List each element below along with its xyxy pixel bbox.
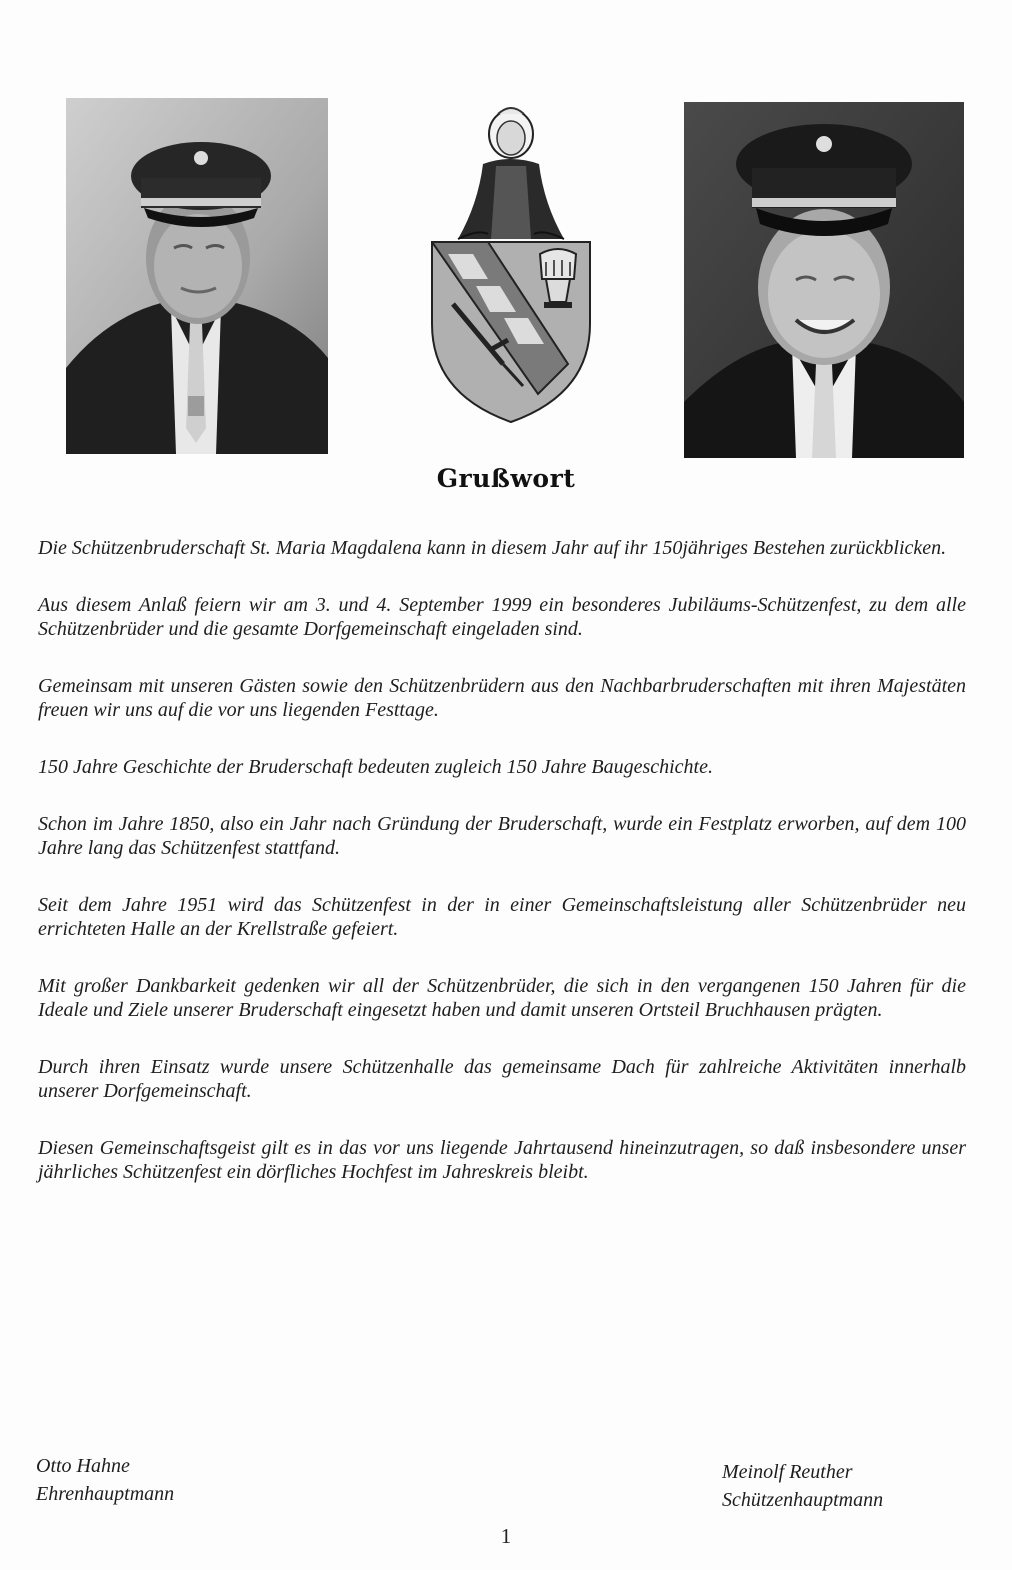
portrait-illustration-left: [66, 98, 328, 454]
paragraph: Durch ihren Einsatz wurde unsere Schützenhalle das gemeinsame Dach für zahlreiche Aktivitäten innerhalb unserer Dorfgemeinschaft.: [38, 1056, 966, 1102]
paragraph: Aus diesem Anlaß feiern wir am 3. und 4. September 1999 ein besonderes Jubiläums-Schützenfest, zu dem alle Schützenbrüder und die gesamte Dorfgemeinschaft eingeladen sind.: [38, 594, 966, 640]
paragraph: Diesen Gemeinschaftsgeist gilt es in das vor uns liegende Jahrtausend hineinzutragen, so daß insbesondere unser jährliches Schützenfest ein dörfliches Hochfest im Jahreskreis bleibt.: [38, 1137, 966, 1183]
left-portrait-photo: [66, 98, 328, 454]
paragraph: Schon im Jahre 1850, also ein Jahr nach Gründung der Bruderschaft, wurde ein Festplatz erworben, auf dem 100 Jahre lang das Schützenfest stattfand.: [38, 813, 966, 859]
signature-role: Ehrenhauptmann: [36, 1483, 175, 1505]
portrait-illustration-right: [684, 102, 964, 458]
paragraph: Seit dem Jahre 1951 wird das Schützenfest in der in einer Gemeinschaftsleistung aller Schützenbrüder neu errichteten Halle an der Krellstraße gefeiert.: [38, 894, 966, 940]
signature-right: [722, 1458, 883, 1514]
right-portrait-photo: [684, 102, 964, 458]
signature-name: Meinolf Reuther: [722, 1461, 853, 1483]
signature-name: Otto Hahne: [36, 1455, 130, 1477]
signature-left: [36, 1452, 174, 1508]
paragraph: Die Schützenbruderschaft St. Maria Magdalena kann in diesem Jahr auf ihr 150jähriges Bestehen zurückblicken.: [38, 537, 947, 559]
paragraph: 150 Jahre Geschichte der Bruderschaft bedeuten zugleich 150 Jahre Baugeschichte.: [38, 756, 713, 778]
document-title: Grußwort: [436, 464, 576, 493]
page-number: 1: [500, 1524, 512, 1548]
coat-of-arms-crest: [428, 104, 594, 424]
letter-body: [38, 536, 966, 1217]
crest-illustration: [428, 104, 594, 424]
paragraph: Gemeinsam mit unseren Gästen sowie den Schützenbrüdern aus den Nachbarbruderschaften mit ihren Majestäten freuen wir uns auf die vor uns liegenden Festtage.: [38, 675, 966, 721]
signature-role: Schützenhauptmann: [722, 1489, 884, 1511]
paragraph: Mit großer Dankbarkeit gedenken wir all der Schützenbrüder, die sich in den vergangenen 150 Jahren für die Ideale und Ziele unserer Bruderschaft eingesetzt haben und damit unseren Ortsteil Bruchhausen prägten.: [38, 975, 966, 1021]
